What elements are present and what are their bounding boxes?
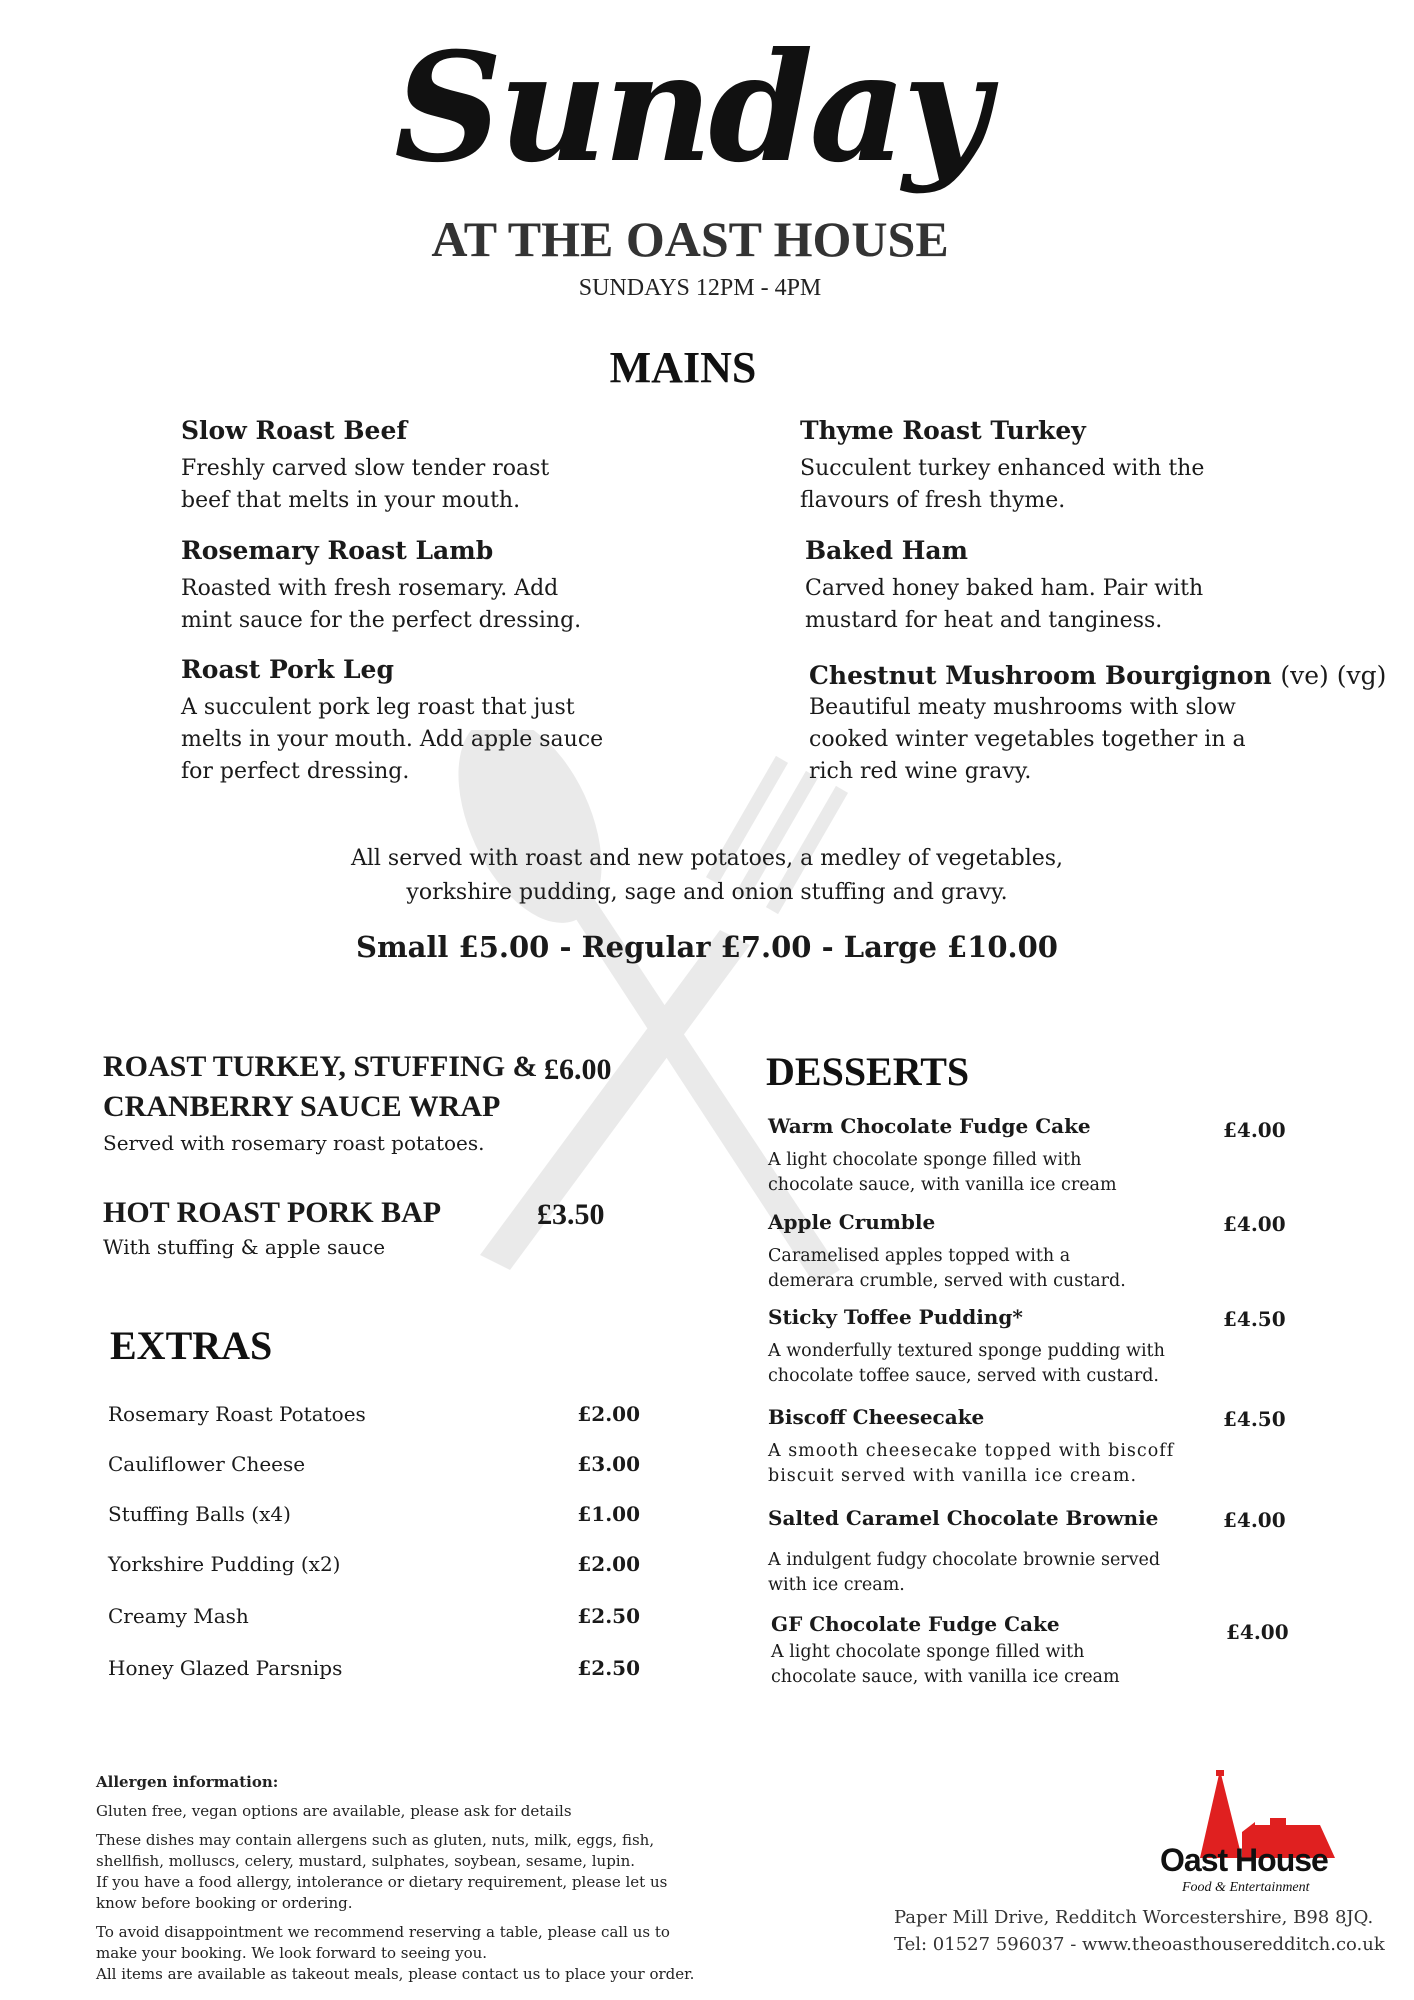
main-item-desc: Succulent turkey enhanced with the flavours of fresh thyme. <box>800 456 1205 513</box>
dietary-tag: (ve) (vg) <box>1280 661 1387 690</box>
desserts-title: DESSERTS <box>766 1049 970 1094</box>
opening-hours: SUNDAYS 12PM - 4PM <box>578 275 822 301</box>
extra-row <box>108 1502 640 1526</box>
logo-name: Oast House <box>1160 1842 1328 1878</box>
main-item <box>181 416 741 517</box>
extra-row <box>108 1402 640 1426</box>
extras-title: EXTRAS <box>110 1323 273 1368</box>
dessert-name: Sticky Toffee Pudding* <box>768 1305 1023 1329</box>
dessert-name: GF Chocolate Fudge Cake <box>771 1612 1060 1636</box>
allergen-options: Gluten free, vegan options are available, please ask for details <box>96 1802 572 1820</box>
script-title: Sunday <box>394 20 986 196</box>
dessert-name: Salted Caramel Chocolate Brownie <box>768 1506 1159 1530</box>
extra-price: £2.00 <box>577 1552 640 1576</box>
main-item <box>181 536 741 637</box>
address: Paper Mill Drive, Redditch Worcestershire, B98 8JQ. <box>894 1907 1374 1928</box>
dessert-item <box>768 1506 1288 1598</box>
dessert-price: £4.00 <box>1226 1620 1289 1644</box>
main-item <box>181 655 741 788</box>
main-item-name: Slow Roast Beef <box>181 416 408 445</box>
special-name: HOT ROAST PORK BAP <box>103 1196 442 1229</box>
dessert-price: £4.00 <box>1223 1212 1286 1236</box>
main-item <box>800 416 1360 517</box>
extra-name: Honey Glazed Parsnips <box>108 1656 343 1680</box>
special-desc: With stuffing & apple sauce <box>103 1235 386 1259</box>
page-subtitle: AT THE OAST HOUSE <box>431 211 949 267</box>
main-item-name: Baked Ham <box>805 536 969 565</box>
dessert-desc: Caramelised apples topped with a demerara crumble, served with custard. <box>768 1246 1126 1291</box>
extra-price: £2.50 <box>577 1604 640 1628</box>
allergen-info <box>96 1772 736 1993</box>
extra-name: Rosemary Roast Potatoes <box>108 1402 366 1426</box>
allergen-heading: Allergen information: <box>96 1773 279 1791</box>
main-item <box>809 661 1389 788</box>
extra-price: £1.00 <box>577 1502 640 1526</box>
dessert-desc: A light chocolate sponge filled with chocolate sauce, with vanilla ice cream <box>768 1150 1117 1195</box>
main-item-name: Rosemary Roast Lamb <box>181 536 494 565</box>
oast-house-logo <box>1160 1770 1360 1900</box>
extra-name: Creamy Mash <box>108 1604 249 1628</box>
special-name: ROAST TURKEY, STUFFING & CRANBERRY SAUCE WRAP <box>103 1050 538 1123</box>
main-item-desc: Freshly carved slow tender roast beef that melts in your mouth. <box>181 456 550 513</box>
extra-row <box>108 1552 640 1576</box>
dessert-name: Biscoff Cheesecake <box>768 1405 985 1429</box>
extra-price: £2.00 <box>577 1402 640 1426</box>
main-item-desc: Roasted with fresh rosemary. Add mint sauce for the perfect dressing. <box>181 576 582 633</box>
special-price: £6.00 <box>544 1053 612 1086</box>
main-item-name: Roast Pork Leg <box>181 655 394 684</box>
booking-note: To avoid disappointment we recommend reserving a table, please call us to make your booking. We look forward to seeing you. All items are available as takeout meals, please contact us to place your order. <box>96 1923 695 1983</box>
extra-price: £2.50 <box>577 1656 640 1680</box>
extra-name: Stuffing Balls (x4) <box>108 1502 291 1526</box>
main-item-desc: Carved honey baked ham. Pair with mustard for heat and tanginess. <box>805 576 1204 633</box>
dessert-name: Warm Chocolate Fudge Cake <box>768 1114 1091 1138</box>
dessert-price: £4.00 <box>1223 1508 1286 1532</box>
dessert-item <box>768 1405 1288 1489</box>
extra-price: £3.00 <box>577 1452 640 1476</box>
main-item-name: Chestnut Mushroom Bourgignon (ve) (vg) <box>809 661 1387 690</box>
main-item <box>805 536 1365 637</box>
dessert-item <box>768 1210 1288 1294</box>
extra-name: Yorkshire Pudding (x2) <box>108 1552 341 1576</box>
dessert-desc: A wonderfully textured sponge pudding with chocolate toffee sauce, served with custard. <box>768 1341 1165 1386</box>
mains-prices: Small £5.00 - Regular £7.00 - Large £10.00 <box>356 930 1058 964</box>
dessert-item <box>768 1114 1288 1198</box>
extra-row <box>108 1604 640 1628</box>
dessert-item <box>768 1305 1288 1389</box>
mains-title: MAINS <box>609 343 757 392</box>
dessert-name: Apple Crumble <box>768 1210 936 1234</box>
dessert-desc: A indulgent fudgy chocolate brownie served with ice cream. <box>768 1550 1161 1595</box>
special-desc: Served with rosemary roast potatoes. <box>103 1131 485 1155</box>
extra-row <box>108 1452 640 1476</box>
logo-tagline: Food & Entertainment <box>1182 1880 1310 1895</box>
main-item-desc: A succulent pork leg roast that just melts in your mouth. Add apple sauce for perfect dressing. <box>181 695 604 784</box>
special-item <box>103 1193 543 1259</box>
main-item-desc: Beautiful meaty mushrooms with slow cooked winter vegetables together in a rich red wine gravy. <box>809 695 1246 784</box>
dessert-price: £4.50 <box>1223 1307 1286 1331</box>
telephone-website: Tel: 01527 596037 - www.theoasthouseredditch.co.uk <box>894 1934 1385 1955</box>
dessert-desc: A smooth cheesecake topped with biscoff biscuit served with vanilla ice cream. <box>768 1441 1175 1486</box>
main-item-name: Thyme Roast Turkey <box>800 416 1086 445</box>
extra-name: Cauliflower Cheese <box>108 1452 306 1476</box>
dessert-price: £4.50 <box>1223 1407 1286 1431</box>
dessert-price: £4.00 <box>1223 1118 1286 1142</box>
extra-row <box>108 1656 640 1680</box>
special-item <box>103 1047 543 1155</box>
contact-info <box>894 1904 1394 1958</box>
dessert-item <box>771 1612 1291 1690</box>
dessert-desc: A light chocolate sponge filled with chocolate sauce, with vanilla ice cream <box>771 1642 1120 1687</box>
allergen-warning: These dishes may contain allergens such as gluten, nuts, milk, eggs, fish, shellfish, molluscs, celery, mustard, sulphates, soybean, sesame, lupin. If you have a food allergy, intolerance or dietary requirement, please let us know before booking or ordering. <box>96 1831 668 1912</box>
special-price: £3.50 <box>537 1198 605 1231</box>
served-with-note: All served with roast and new potatoes, a medley of vegetables, yorkshire pudding, sage and onion stuffing and gravy. <box>350 846 1064 905</box>
